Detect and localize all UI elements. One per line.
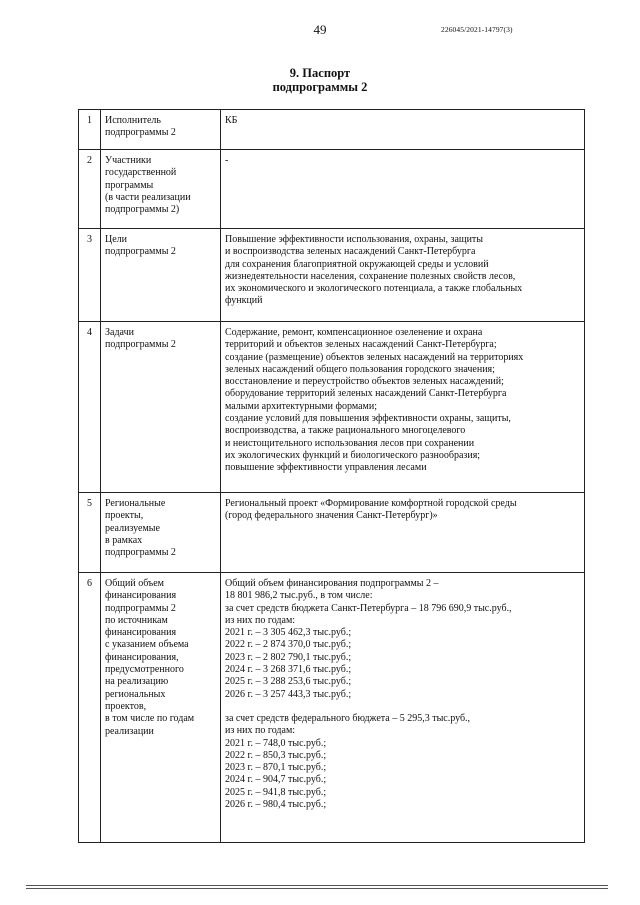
table-row [79, 322, 585, 493]
document-code: 226045/2021-14797(3) [441, 25, 513, 34]
content-line: 2023 г. – 870,1 тыс.руб.; [225, 762, 327, 774]
content-line: оборудование территорий зеленых насаждений Санкт-Петербурга [225, 388, 507, 400]
content-spacer [225, 701, 580, 713]
table-row [79, 150, 585, 229]
label-line: реализуемые [105, 522, 160, 534]
label-line: в рамках [105, 534, 143, 546]
row-label [101, 110, 221, 150]
content-line: 2023 г. – 2 802 790,1 тыс.руб.; [225, 651, 352, 663]
page-number: 49 [313, 22, 327, 37]
label-line: подпрограммы 2 [105, 547, 176, 559]
row-number: 2 [79, 150, 101, 229]
title-line-1: 9. Паспорт [289, 66, 351, 80]
content-line: Содержание, ремонт, компенсационное озеленение и охрана [225, 327, 483, 338]
content-line: создание условий для повышения эффективности охраны, защиты, [225, 413, 511, 425]
table-row [79, 493, 585, 573]
content-line: их экономического и экологического потенциала, а также глобальных [225, 283, 523, 295]
content-line: из них по годам: [225, 614, 296, 626]
content-line: жизнедеятельности населения, сохранение полезных свойств лесов, [225, 270, 516, 282]
label-line: Задачи [105, 327, 134, 338]
table-row [79, 573, 585, 843]
row-content [221, 573, 585, 843]
label-line: Участники [105, 155, 152, 166]
content-line: Общий объем финансирования подпрограммы 2 – [225, 578, 439, 589]
content-line: и неистощительного использования лесов при сохранении [225, 437, 475, 449]
content-line: создание (размещение) объектов зеленых насаждений на территориях [225, 351, 524, 363]
content-line: зеленых насаждений общего пользования городского значения; [225, 363, 495, 375]
label-line: финансирования, [105, 651, 179, 663]
label-line: региональных [105, 688, 166, 700]
label-line: программы [105, 179, 154, 191]
label-line: подпрограммы 2 [105, 246, 176, 258]
label-line: по источникам [105, 614, 168, 626]
row-number: 5 [79, 493, 101, 573]
content-line: малыми архитектурными формами; [225, 400, 377, 412]
content-line: 2021 г. – 748,0 тыс.руб.; [225, 737, 327, 749]
row-number: 4 [79, 322, 101, 493]
label-line: финансирования [105, 627, 177, 639]
content-line: 2026 г. – 3 257 443,3 тыс.руб.; [225, 688, 352, 700]
row-label [101, 150, 221, 229]
row-content [221, 493, 585, 573]
content-line: - [225, 155, 229, 166]
title-line-2: подпрограммы 2 [272, 80, 368, 94]
label-line: Исполнитель [105, 115, 161, 126]
content-line: Повышение эффективности использования, охраны, защиты [225, 234, 484, 245]
content-line: 2024 г. – 904,7 тыс.руб.; [225, 774, 327, 786]
passport-table [78, 109, 585, 843]
content-line: 2026 г. – 980,4 тыс.руб.; [225, 799, 327, 811]
row-number: 6 [79, 573, 101, 843]
table-row [79, 110, 585, 150]
section-title [0, 66, 640, 94]
label-line: (в части реализации [105, 191, 191, 203]
row-label [101, 573, 221, 843]
label-line: Региональные [105, 498, 166, 509]
row-label [101, 229, 221, 322]
content-line: территорий и объектов зеленых насаждений Санкт-Петербурга; [225, 339, 497, 351]
content-line: (город федерального значения Санкт-Петербург)» [225, 510, 438, 522]
label-line: Общий объем [105, 578, 164, 589]
content-line: за счет средств бюджета Санкт-Петербурга – 18 796 690,9 тыс.руб., [225, 602, 512, 614]
label-line: на реализацию [105, 676, 169, 688]
bottom-rule-2 [26, 888, 608, 889]
label-line: с указанием объема [105, 639, 189, 651]
row-content [221, 110, 585, 150]
label-line: подпрограммы 2 [105, 602, 176, 614]
content-line: КБ [225, 115, 238, 126]
row-content [221, 229, 585, 322]
label-line: государственной [105, 167, 177, 179]
content-line: повышение эффективности управления лесами [225, 462, 427, 474]
content-line: функций [225, 295, 263, 307]
content-line: из них по годам: [225, 725, 296, 737]
label-line: Цели [105, 234, 128, 245]
label-line: проекты, [105, 510, 144, 522]
row-label [101, 493, 221, 573]
row-number: 1 [79, 110, 101, 150]
content-line: их экологических функций и биологического разнообразия; [225, 449, 481, 461]
content-line: и воспроизводства зеленых насаждений Санкт-Петербурга [225, 246, 476, 258]
label-line: реализации [105, 725, 154, 737]
content-line: 2022 г. – 850,3 тыс.руб.; [225, 749, 327, 761]
label-line: проектов, [105, 700, 147, 712]
content-line: восстановление и переустройство объектов зеленых насаждений; [225, 376, 504, 388]
content-line: воспроизводства, а также рационального многоцелевого [225, 425, 466, 437]
row-label [101, 322, 221, 493]
content-line: 2022 г. – 2 874 370,0 тыс.руб.; [225, 639, 352, 651]
content-line: Региональный проект «Формирование комфортной городской среды [225, 498, 517, 509]
row-content [221, 150, 585, 229]
content-line: 18 801 986,2 тыс.руб., в том числе: [225, 590, 373, 602]
label-line: финансирования [105, 590, 177, 602]
row-content [221, 322, 585, 493]
label-line: подпрограммы 2) [105, 204, 180, 216]
content-line: 2024 г. – 3 268 371,6 тыс.руб.; [225, 664, 352, 676]
bottom-rule [26, 885, 608, 886]
content-line: для сохранения благоприятной окружающей среды и условий [225, 258, 489, 270]
label-line: подпрограммы 2 [105, 339, 176, 351]
content-line: за счет средств федерального бюджета – 5 295,3 тыс.руб., [225, 712, 471, 724]
content-line: 2021 г. – 3 305 462,3 тыс.руб.; [225, 627, 352, 639]
label-line: подпрограммы 2 [105, 127, 176, 139]
content-line: 2025 г. – 941,8 тыс.руб.; [225, 786, 327, 798]
label-line: в том числе по годам [105, 713, 195, 725]
row-number: 3 [79, 229, 101, 322]
label-line: предусмотренного [105, 664, 184, 676]
content-line: 2025 г. – 3 288 253,6 тыс.руб.; [225, 676, 352, 688]
table-row [79, 229, 585, 322]
